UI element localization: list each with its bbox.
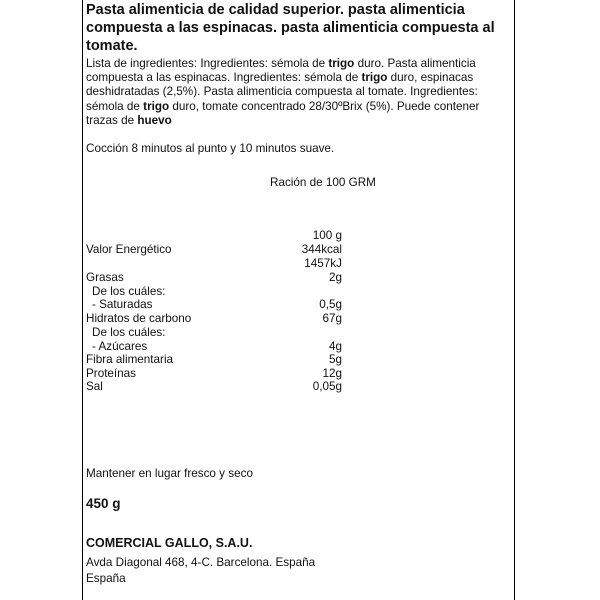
nutrient-label: Hidratos de carbono <box>86 312 192 325</box>
storage-instructions: Mantener en lugar fresco y seco <box>86 467 253 480</box>
net-weight: 450 g <box>86 496 121 511</box>
nutrient-label: Grasas <box>86 271 124 284</box>
ingredients-text: duro, tomate concentrado 28/30ºBrix (5%). Puede contener trazas de <box>86 99 480 127</box>
allergen-egg: huevo <box>137 113 172 127</box>
allergen-wheat: trigo <box>143 99 170 113</box>
nutrient-label: - Saturadas <box>92 298 153 311</box>
nutrient-value: 5g <box>328 353 342 366</box>
ingredients-list <box>86 57 511 128</box>
ingredients-text: Lista de ingredientes: Ingredientes: sémola de <box>86 57 329 70</box>
nutrient-label: De los cuáles: <box>92 326 166 339</box>
nutrient-label: - Azúcares <box>92 340 148 353</box>
nutrient-value: 2g <box>328 271 342 284</box>
nutrient-value: 0,5g <box>319 298 342 311</box>
energy-kcal-value: 344kcal <box>301 243 342 256</box>
company-country: España <box>86 572 126 585</box>
company-name: COMERCIAL GALLO, S.A.U. <box>86 536 253 550</box>
ingredients-text: duro, espinacas deshidratadas (2,5%). Pasta alimenticia compuesta al tomate. Ingredientes: sémola de <box>86 71 478 113</box>
cooking-instructions: Cocción 8 minutos al punto y 10 minutos suave. <box>86 142 335 155</box>
allergen-wheat: trigo <box>328 57 355 70</box>
allergen-wheat: trigo <box>361 71 388 85</box>
company-address: Avda Diagonal 468, 4-C. Barcelona. España <box>86 556 316 569</box>
energy-label: Valor Energético <box>86 243 172 256</box>
nutrient-value: 12g <box>322 367 342 380</box>
nutrient-value: 0,05g <box>312 380 342 393</box>
nutrient-label: Proteínas <box>86 367 137 380</box>
nutrient-label: De los cuáles: <box>92 285 166 298</box>
nutrient-value: 67g <box>322 312 342 325</box>
product-title: Pasta alimenticia de calidad superior. pasta alimenticia compuesta a las espinacas. pasta alimenticia compuesta al tomate. <box>86 2 495 54</box>
nutrition-column-header: 100 g <box>312 229 342 242</box>
energy-kj-value: 1457kJ <box>304 257 342 270</box>
nutrient-value: 4g <box>328 340 342 353</box>
nutrient-label: Sal <box>86 380 103 393</box>
portion-size: Ración de 100 GRM <box>270 176 376 189</box>
nutrient-label: Fibra alimentaria <box>86 353 174 366</box>
ingredients-text: duro. Pasta alimenticia compuesta a las espinacas. Ingredientes: sémola de <box>86 57 476 85</box>
